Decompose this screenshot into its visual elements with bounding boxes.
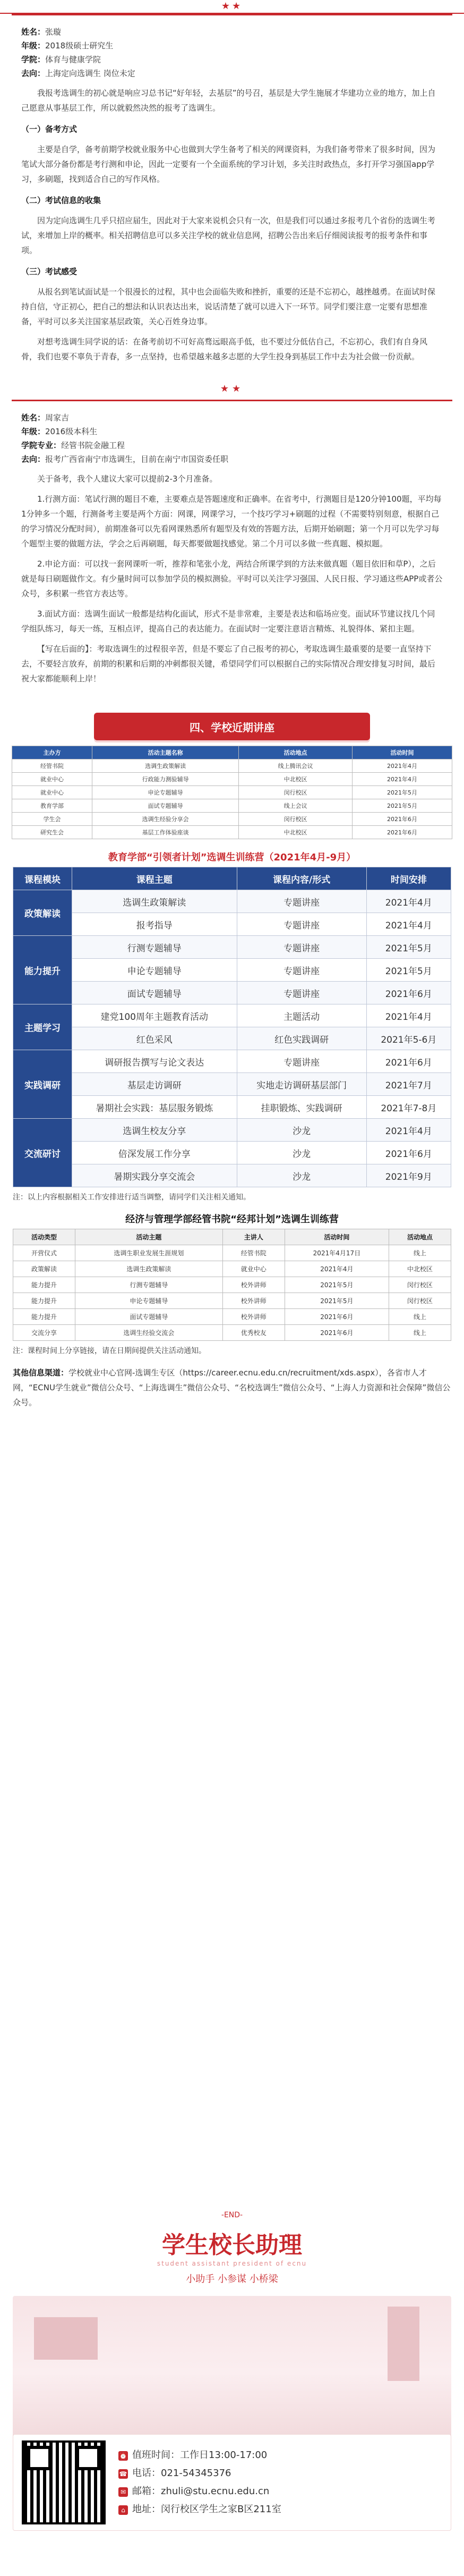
- plan-cell: 红色实践调研: [237, 1027, 366, 1050]
- lectures-cell: 闵行校区: [239, 786, 353, 799]
- sec1-title: （一）备考方式: [21, 124, 78, 134]
- plan-cell: 基层走访调研: [72, 1073, 237, 1096]
- lectures-cell: 2021年5月: [352, 786, 452, 799]
- plan-row: [13, 982, 451, 1004]
- plan2-cell: 申论专题辅导: [75, 1293, 222, 1309]
- plan-header-3: 时间安排: [366, 867, 451, 890]
- lectures-cell: 面试专题辅导: [92, 799, 238, 813]
- plan-cell: 2021年5月: [366, 936, 451, 959]
- lectures-cell: 选调生政策解读: [92, 759, 238, 773]
- plan-cell: 调研报告撰写与论文表达: [72, 1050, 237, 1073]
- plan-cell: 2021年6月: [366, 1142, 451, 1164]
- plan2-cell: 闵行校区: [389, 1277, 451, 1293]
- plan2-cell: 面试专题辅导: [75, 1309, 222, 1325]
- lectures-cell: 线上会议: [239, 799, 353, 813]
- plan2-row: [13, 1293, 451, 1309]
- qr-code[interactable]: [22, 2440, 106, 2524]
- plan2-row: [13, 1245, 451, 1261]
- plan2-cell: 2021年5月: [285, 1293, 389, 1309]
- lectures-row: [12, 799, 452, 813]
- phone-row: ☎ 电话：021-54345376: [119, 2468, 231, 2479]
- sec3-title: （三）考试感受: [21, 267, 78, 276]
- plan-cell: 申论专题辅导: [72, 959, 237, 982]
- plan2-title: 经济与管理学部经管书院“经邦计划”选调生训练营: [125, 1214, 339, 1225]
- name-row: 姓名：周家吉: [21, 413, 70, 423]
- plan-cell: 选调生政策解读: [72, 890, 237, 913]
- mail-icon: ✉: [118, 2487, 128, 2497]
- plan2-header-2: 主讲人: [222, 1229, 285, 1245]
- plan-category: 政策解读: [13, 890, 72, 936]
- plan-cell: 2021年5月: [366, 959, 451, 982]
- campus-image: [13, 2296, 451, 2450]
- plan-cell: 沙龙: [237, 1142, 366, 1164]
- name-row: 姓名：张璇: [21, 27, 62, 37]
- plan2-cell: 能力提升: [13, 1293, 75, 1309]
- email-row[interactable]: ✉ 邮箱：zhuli@stu.ecnu.edu.cn: [118, 2482, 281, 2501]
- header-stars: ★★: [221, 1, 243, 12]
- plan-cell: 暑期社会实践：基层服务锻炼: [72, 1096, 237, 1119]
- lectures-cell: 线上腾讯会议: [239, 759, 353, 773]
- tip-2: 2.申论方面：可以找一套网课听一听，推荐和笔张小龙，两结合所课学到的方法来做真题（题目依旧和草P），之后就是每日刷题做作文。有少量时间可以参加学员的模拟测验。平时可以关注学习强国、人民日报、学习通这些APP或者公众号，多积累一些官方表达等。: [21, 559, 443, 598]
- plan2-cell: 经管书院: [222, 1245, 285, 1261]
- plan-title: 教育学部“引领者计划”选调生训练营（2021年4月-9月）: [108, 852, 356, 863]
- brand-sub: student assistant president of ecnu: [157, 2260, 307, 2267]
- plan2-cell: 就业中心: [222, 1261, 285, 1277]
- plan2-cell: 中北校区: [389, 1261, 451, 1277]
- plan-row: [13, 1004, 451, 1027]
- plan2-cell: 选调生经验交流会: [75, 1325, 222, 1341]
- plan-cell: 面试专题辅导: [72, 982, 237, 1004]
- contact-card: [13, 2434, 451, 2531]
- plan2-cell: 闵行校区: [389, 1293, 451, 1309]
- plan-cell: 专题讲座: [237, 936, 366, 959]
- end-mark: -END-: [221, 2211, 243, 2219]
- plan2-cell: 选调生职业发展生涯规划: [75, 1245, 222, 1261]
- lectures-cell: 中北校区: [239, 826, 353, 839]
- sec3-text: 从报名到笔试面试是一个很漫长的过程，其中也会面临失败和挫折，重要的还是不忘初心，越挫越勇。在面试时保持自信，守正初心，把自己的想法和认识表达出来，说话清楚了就可以进入下一环节。同学们要注意一定要有思想准备，平时可以多关注国家基层政策，关心百姓身边事。: [21, 287, 436, 326]
- lectures-header-1: 活动主题名称: [92, 746, 238, 759]
- plan2-cell: 政策解读: [13, 1261, 75, 1277]
- tip-1: 1.行测方面：笔试行测的题目不难，主要难点是答题速度和正确率。在省考中，行测题目是120分钟100题，平均每1分钟多一个题，行测备考主要是两个方面：网课，网课学习，一个技巧学习+刷题的过程（不需要特别刻意，根据自己的学习情况分配时间），前期准备可以先看网课熟悉所有题型及有效的答题方法，后期开始刷题；第一个月可以先学习每个题型主要的做题方法，学会之后再刷题，每天都要做题找感觉。第二个月可以多做一些真题、模拟题。: [21, 494, 442, 548]
- lectures-cell: 选调生经验分享会: [92, 813, 238, 826]
- plan-cell: 暑期实践分享交流会: [72, 1164, 237, 1187]
- intro-1: 我报考选调生的初心就是响应习总书记“好年轻，去基层”的号召，基层是大学生施展才华建功立业的地方，加上自己愿意从事基层工作，所以就毅然决然的报考了选调生。: [21, 88, 436, 113]
- contact-info: [118, 2446, 281, 2519]
- plan2-header-4: 活动地点: [389, 1229, 451, 1245]
- plan2-cell: 交流分享: [13, 1325, 75, 1341]
- plan-cell: 2021年7月: [366, 1073, 451, 1096]
- plan-category: 主题学习: [13, 1004, 72, 1050]
- plan-row: [13, 1142, 451, 1164]
- plan-cell: 专题讲座: [237, 913, 366, 936]
- plan-row: [13, 1073, 451, 1096]
- plan-row: [13, 959, 451, 982]
- plan-cell: 选调生校友分享: [72, 1119, 237, 1142]
- plan2-row: [13, 1277, 451, 1293]
- lectures-cell: 就业中心: [12, 786, 92, 799]
- sec2-title: （二）考试信息的收集: [21, 196, 101, 205]
- lectures-cell: 教育学部: [12, 799, 92, 813]
- footer: [0, 2190, 464, 2576]
- plan2-row: [13, 1325, 451, 1341]
- phone-icon: ☎: [119, 2470, 127, 2478]
- plan-cell: 2021年4月: [366, 913, 451, 936]
- lectures-cell: 2021年6月: [352, 826, 452, 839]
- plan-category: 交流研讨: [13, 1119, 72, 1187]
- plan2-cell: 行测专题辅导: [75, 1277, 222, 1293]
- lectures-cell: 学生会: [12, 813, 92, 826]
- plan-row: [13, 1096, 451, 1119]
- more-info: 其他信息渠道：学校就业中心官网-选调生专区（https://career.ecnu.edu.cn/recruitment/xds.aspx），各省市人才网，“ECNU学生就业”微信公众号、“上海选调生”微信公众号、“名校选调生”微信公众号、“上海人力资源和社会保障”微信公众号。: [13, 1368, 451, 1407]
- plan2-cell: 线上: [389, 1309, 451, 1325]
- note-2: 注：课程时间上分享链接，请在日期间提供关注活动通知。: [13, 1347, 206, 1355]
- plan-category: 能力提升: [13, 936, 72, 1004]
- plan2-cell: 开营仪式: [13, 1245, 75, 1261]
- plan2-header-1: 活动主题: [75, 1229, 222, 1245]
- plan-row: [13, 1119, 451, 1142]
- sec2-text: 因为定向选调生几乎只招应届生，因此对于大家来说机会只有一次，但是我们可以通过多报考几个省份的选调生考试，来增加上岸的概率。相关招聘信息可以多关注学校的就业信息网，招聘公告出来后仔细阅读报考的报考条件和事项。: [21, 216, 436, 255]
- plan-cell: 倍深发展工作分享: [72, 1142, 237, 1164]
- lectures-cell: 中北校区: [239, 773, 353, 786]
- plan-cell: 2021年9月: [366, 1164, 451, 1187]
- plan2-cell: 选调生政策解读: [75, 1261, 222, 1277]
- plan-cell: 红色采风: [72, 1027, 237, 1050]
- lectures-cell: 申论专题辅导: [92, 786, 238, 799]
- plan-row: [13, 913, 451, 936]
- plan-cell: 挂职锻炼、实践调研: [237, 1096, 366, 1119]
- section-banner: 四、学校近期讲座: [94, 713, 370, 740]
- building-shape: [34, 2317, 98, 2360]
- plan2-cell: 能力提升: [13, 1277, 75, 1293]
- plan-cell: 报考指导: [72, 913, 237, 936]
- plan-row: [13, 890, 451, 913]
- plan-row: [13, 1164, 451, 1187]
- grade-row: 年级：2018级硕士研究生: [21, 41, 114, 50]
- plan-cell: 专题讲座: [237, 890, 366, 913]
- lectures-cell: 基层工作体验座谈: [92, 826, 238, 839]
- plan2-cell: 校外讲师: [222, 1293, 285, 1309]
- note-1: 注：以上内容根据相关工作安排进行适当调整，请同学们关注相关通知。: [13, 1193, 251, 1202]
- plan-cell: 专题讲座: [237, 982, 366, 1004]
- lectures-cell: 2021年6月: [352, 813, 452, 826]
- plan2-cell: 2021年4月: [285, 1261, 389, 1277]
- lectures-header-2: 活动地点: [239, 746, 353, 759]
- lectures-cell: 闵行校区: [239, 813, 353, 826]
- plan2-cell: 2021年6月: [285, 1309, 389, 1325]
- plan2-header-0: 活动类型: [13, 1229, 75, 1245]
- bio-2: [21, 411, 443, 466]
- plan-table: [13, 867, 451, 1187]
- tip-3: 3.面试方面：选调生面试一般都是结构化面试，形式不是非常难，主要是表达和临场应变。面试环节建议找几个同学组队练习，每天一练，互相点评，提高自己的表达能力。在面试时一定要注意语言精炼、礼貌得体、紧扣主题。: [21, 609, 435, 634]
- lectures-cell: 经管书院: [12, 759, 92, 773]
- outro-1: 对想考选调生同学说的话：在备考前切不可好高骛远眼高手低，也不要过分低估自己，不忘初心，我们有自身风骨，我们也要不辜负于青春，多一点坚持，也希望越来越多志愿的大学生投身到基层工作中去为社会做一份贡献。: [21, 337, 428, 361]
- plan2-cell: 优秀校友: [222, 1325, 285, 1341]
- plan-row: [13, 1050, 451, 1073]
- plan-cell: 专题讲座: [237, 959, 366, 982]
- lectures-row: [12, 786, 452, 799]
- lectures-cell: 2021年5月: [352, 799, 452, 813]
- grade-row: 年级：2016级本科生: [21, 427, 98, 436]
- plan2-cell: 能力提升: [13, 1309, 75, 1325]
- lectures-row: [12, 759, 452, 773]
- story-card-1: [12, 14, 452, 378]
- brand-title: 学生校长助理: [162, 2232, 302, 2259]
- dest-row: 去向：报考广西省南宁市选调生，目前在南宁市国资委任职: [21, 454, 229, 464]
- plan2-cell: 线上: [389, 1245, 451, 1261]
- plan2-cell: 校外讲师: [222, 1277, 285, 1293]
- lectures-cell: 就业中心: [12, 773, 92, 786]
- plan-header-1: 课程主题: [72, 867, 237, 890]
- lectures-cell: 行政能力测验辅导: [92, 773, 238, 786]
- lectures-row: [12, 813, 452, 826]
- college-row: 学院专业：经管书院金融工程: [21, 441, 125, 450]
- story-card-2: [12, 400, 452, 700]
- plan2-table: [13, 1229, 451, 1341]
- plan-cell: 主题活动: [237, 1004, 366, 1027]
- plan2-cell: 2021年6月: [285, 1325, 389, 1341]
- plan2-cell: 2021年5月: [285, 1277, 389, 1293]
- plan2-cell: 校外讲师: [222, 1309, 285, 1325]
- plan-cell: 2021年6月: [366, 982, 451, 1004]
- brand-slogan: 小助手 小参谋 小桥梁: [186, 2274, 278, 2285]
- duty-row: ⏰ 值班时间：工作日13:00-17:00: [119, 2450, 268, 2461]
- plan-cell: 行测专题辅导: [72, 936, 237, 959]
- intro-2: 关于备考，我个人建议大家可以提前2-3个月准备。: [37, 474, 218, 484]
- plan-cell: 实地走访调研基层部门: [237, 1073, 366, 1096]
- plan-category: 实践调研: [13, 1050, 72, 1119]
- lectures-header-3: 活动时间: [352, 746, 452, 759]
- plan-cell: 2021年7-8月: [366, 1096, 451, 1119]
- plan-row: [13, 936, 451, 959]
- plan-cell: 专题讲座: [237, 1050, 366, 1073]
- tower-shape: [388, 2307, 419, 2381]
- plan2-header-3: 活动时间: [285, 1229, 389, 1245]
- separator-stars: ★★: [220, 383, 244, 394]
- plan-row: [13, 1027, 451, 1050]
- plan-cell: 建党100周年主题教育活动: [72, 1004, 237, 1027]
- sec1-text: 主要是自学，备考前期学校就业服务中心也做到大学生备考了相关的网课资料，为我们备考带来了很多时间，因为笔试大部分备份都是考行测和申论，因此一定要有一个全面系统的学习计划，多关注时政热点，多打开学习强国app学习，多刷题，找到适合自己的写作风格。: [21, 145, 436, 184]
- bio-1: [21, 25, 443, 80]
- plan-header-2: 课程内容/形式: [237, 867, 366, 890]
- plan-cell: 2021年6月: [366, 1050, 451, 1073]
- college-row: 学院：体育与健康学院: [21, 55, 101, 64]
- plan-cell: 2021年4月: [366, 1119, 451, 1142]
- plan-cell: 2021年4月: [366, 1004, 451, 1027]
- plan-cell: 沙龙: [237, 1164, 366, 1187]
- plan-header-0: 课程模块: [13, 867, 72, 890]
- lectures-row: [12, 773, 452, 786]
- plan2-row: [13, 1309, 451, 1325]
- pin-icon: ⌂: [118, 2505, 128, 2515]
- dest-row: 去向：上海定向选调生 岗位未定: [21, 69, 135, 78]
- lectures-table: [12, 746, 452, 839]
- address-row: ⌂ 地址：闵行校区学生之家B区211室: [118, 2501, 281, 2519]
- plan-cell: 沙龙: [237, 1119, 366, 1142]
- lectures-cell: 研究生会: [12, 826, 92, 839]
- plan2-cell: 线上: [389, 1325, 451, 1341]
- lectures-cell: 2021年4月: [352, 759, 452, 773]
- plan-cell: 2021年4月: [366, 890, 451, 913]
- lectures-row: [12, 826, 452, 839]
- clock-icon: ⏰: [119, 2452, 127, 2460]
- plan2-row: [13, 1261, 451, 1277]
- plan2-cell: 2021年4月17日: [285, 1245, 389, 1261]
- lectures-header-0: 主办方: [12, 746, 92, 759]
- lectures-cell: 2021年4月: [352, 773, 452, 786]
- summary: 【写在后面的】：考取选调生的过程很辛苦，但是不要忘了自己报考的初心，考取选调生最重要的是要一直坚持下去，不要轻言放弃，前期的积累和后期的冲刺都很关键，希望同学们可以根据自己的实际情况合理安排复习时间，最后祝大家都能顺利上岸！: [21, 644, 436, 683]
- plan-cell: 2021年5-6月: [366, 1027, 451, 1050]
